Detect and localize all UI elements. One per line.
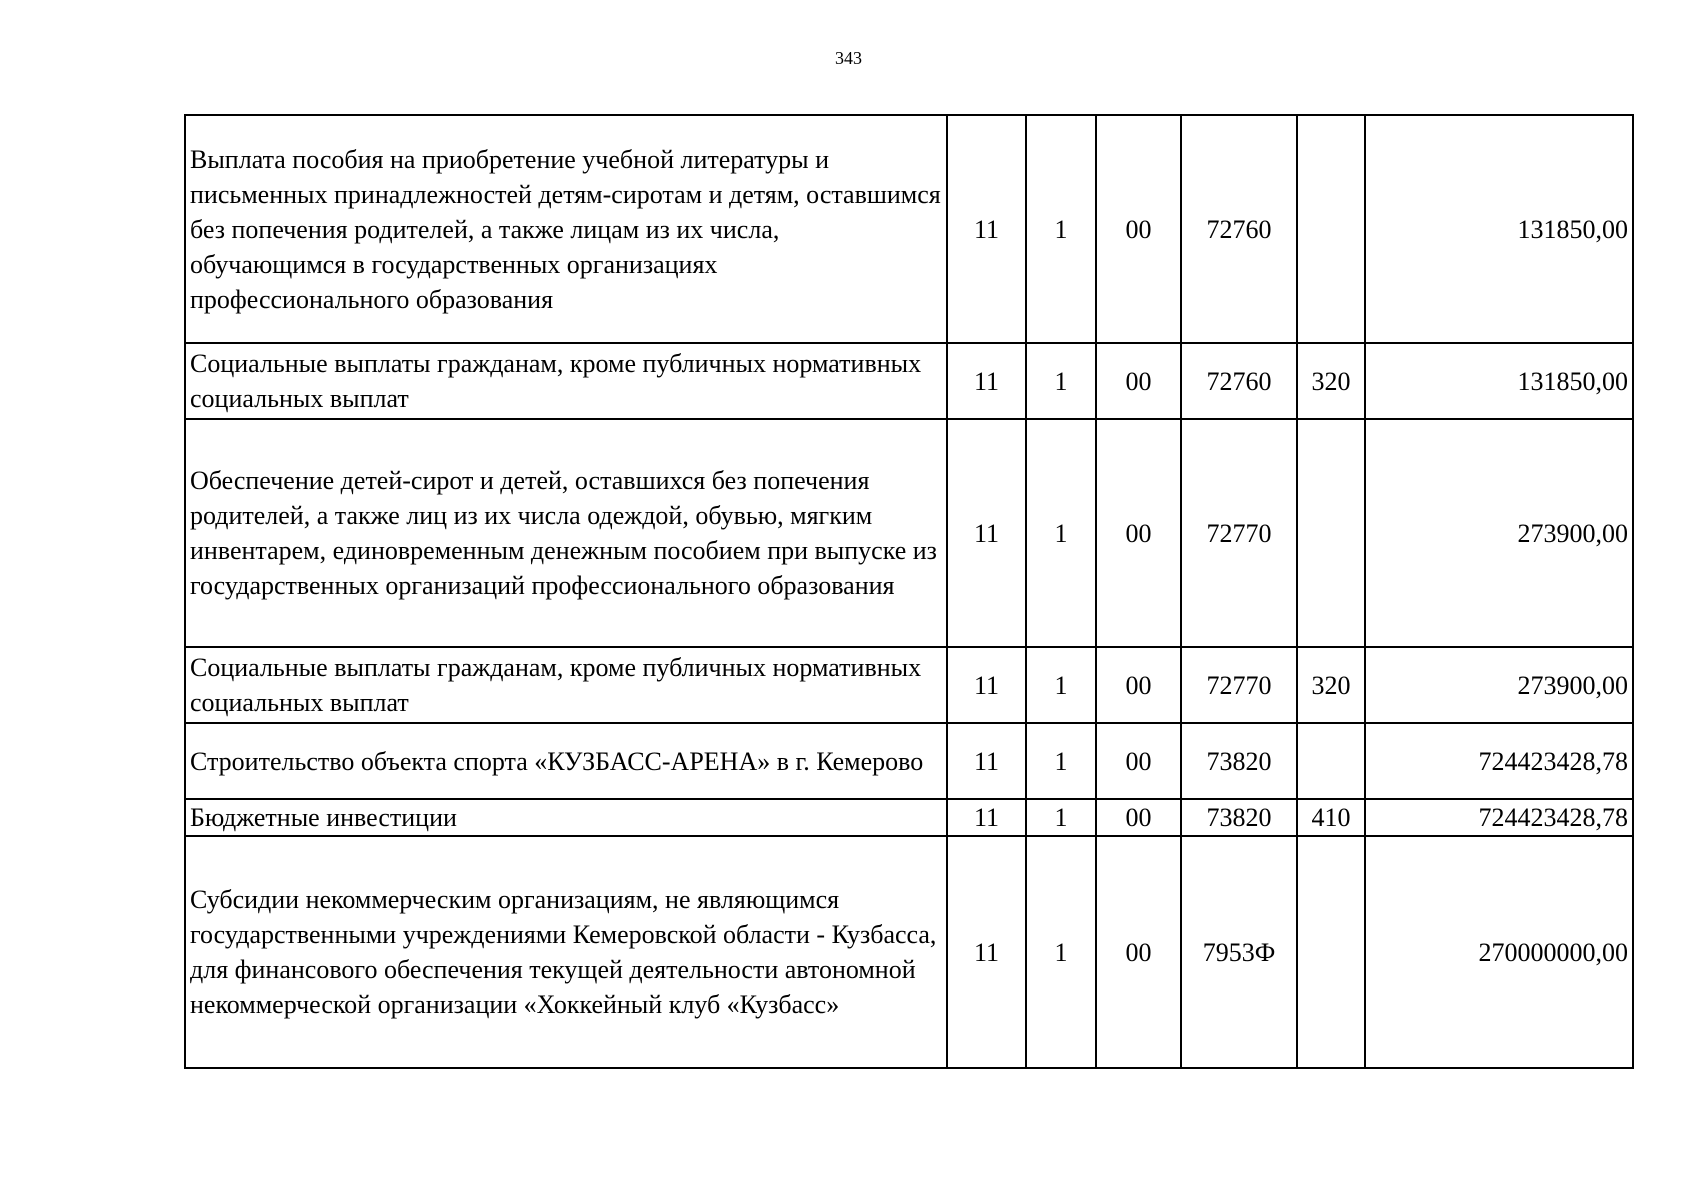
direction-code: 72770 xyxy=(1181,419,1297,647)
expense-type-code: 320 xyxy=(1297,343,1365,419)
section-code: 11 xyxy=(947,647,1026,723)
section-code: 11 xyxy=(947,836,1026,1068)
expense-type-code xyxy=(1297,723,1365,799)
expense-type-code xyxy=(1297,419,1365,647)
program-code: 1 xyxy=(1026,799,1096,836)
direction-code: 72760 xyxy=(1181,343,1297,419)
expense-type-code: 320 xyxy=(1297,647,1365,723)
amount: 131850,00 xyxy=(1365,115,1633,343)
direction-code: 73820 xyxy=(1181,799,1297,836)
row-name: Выплата пособия на приобретение учебной литературы и письменных принадлежностей детям-сиротам и детям, оставшимся без попечения родителей, а также лицам из их числа, обучающимся в государственных организациях профессионального образования xyxy=(185,115,947,343)
direction-code: 72770 xyxy=(1181,647,1297,723)
subprogram-code: 00 xyxy=(1096,343,1181,419)
section-code: 11 xyxy=(947,723,1026,799)
section-code: 11 xyxy=(947,343,1026,419)
table-row xyxy=(185,115,1633,343)
table-row xyxy=(185,836,1633,1068)
amount: 273900,00 xyxy=(1365,419,1633,647)
program-code: 1 xyxy=(1026,419,1096,647)
page-number: 343 xyxy=(835,48,862,68)
amount: 724423428,78 xyxy=(1365,799,1633,836)
direction-code: 73820 xyxy=(1181,723,1297,799)
row-name: Субсидии некоммерческим организациям, не являющимся государственными учреждениями Кемеровской области - Кузбасса, для финансового обеспечения текущей деятельности автономной некоммерческой организации «Хоккейный клуб «Кузбасс» xyxy=(185,836,947,1068)
row-name: Бюджетные инвестиции xyxy=(185,799,947,836)
program-code: 1 xyxy=(1026,343,1096,419)
amount: 273900,00 xyxy=(1365,647,1633,723)
expense-type-code xyxy=(1297,115,1365,343)
subprogram-code: 00 xyxy=(1096,115,1181,343)
subprogram-code: 00 xyxy=(1096,647,1181,723)
amount: 270000000,00 xyxy=(1365,836,1633,1068)
section-code: 11 xyxy=(947,419,1026,647)
table-row xyxy=(185,419,1633,647)
table-row xyxy=(185,647,1633,723)
program-code: 1 xyxy=(1026,723,1096,799)
subprogram-code: 00 xyxy=(1096,799,1181,836)
row-name: Социальные выплаты гражданам, кроме публичных нормативных социальных выплат xyxy=(185,647,947,723)
row-name: Социальные выплаты гражданам, кроме публичных нормативных социальных выплат xyxy=(185,343,947,419)
row-name: Строительство объекта спорта «КУЗБАСС-АРЕНА» в г. Кемерово xyxy=(185,723,947,799)
amount: 724423428,78 xyxy=(1365,723,1633,799)
program-code: 1 xyxy=(1026,115,1096,343)
subprogram-code: 00 xyxy=(1096,836,1181,1068)
expense-type-code: 410 xyxy=(1297,799,1365,836)
amount: 131850,00 xyxy=(1365,343,1633,419)
direction-code: 7953Ф xyxy=(1181,836,1297,1068)
table-row xyxy=(185,343,1633,419)
subprogram-code: 00 xyxy=(1096,419,1181,647)
table-row xyxy=(185,723,1633,799)
section-code: 11 xyxy=(947,799,1026,836)
table-row xyxy=(185,799,1633,836)
budget-table xyxy=(184,114,1634,1069)
row-name: Обеспечение детей-сирот и детей, оставшихся без попечения родителей, а также лиц из их числа одеждой, обувью, мягким инвентарем, единовременным денежным пособием при выпуске из государственных организаций профессионального образования xyxy=(185,419,947,647)
subprogram-code: 00 xyxy=(1096,723,1181,799)
direction-code: 72760 xyxy=(1181,115,1297,343)
section-code: 11 xyxy=(947,115,1026,343)
program-code: 1 xyxy=(1026,647,1096,723)
expense-type-code xyxy=(1297,836,1365,1068)
program-code: 1 xyxy=(1026,836,1096,1068)
